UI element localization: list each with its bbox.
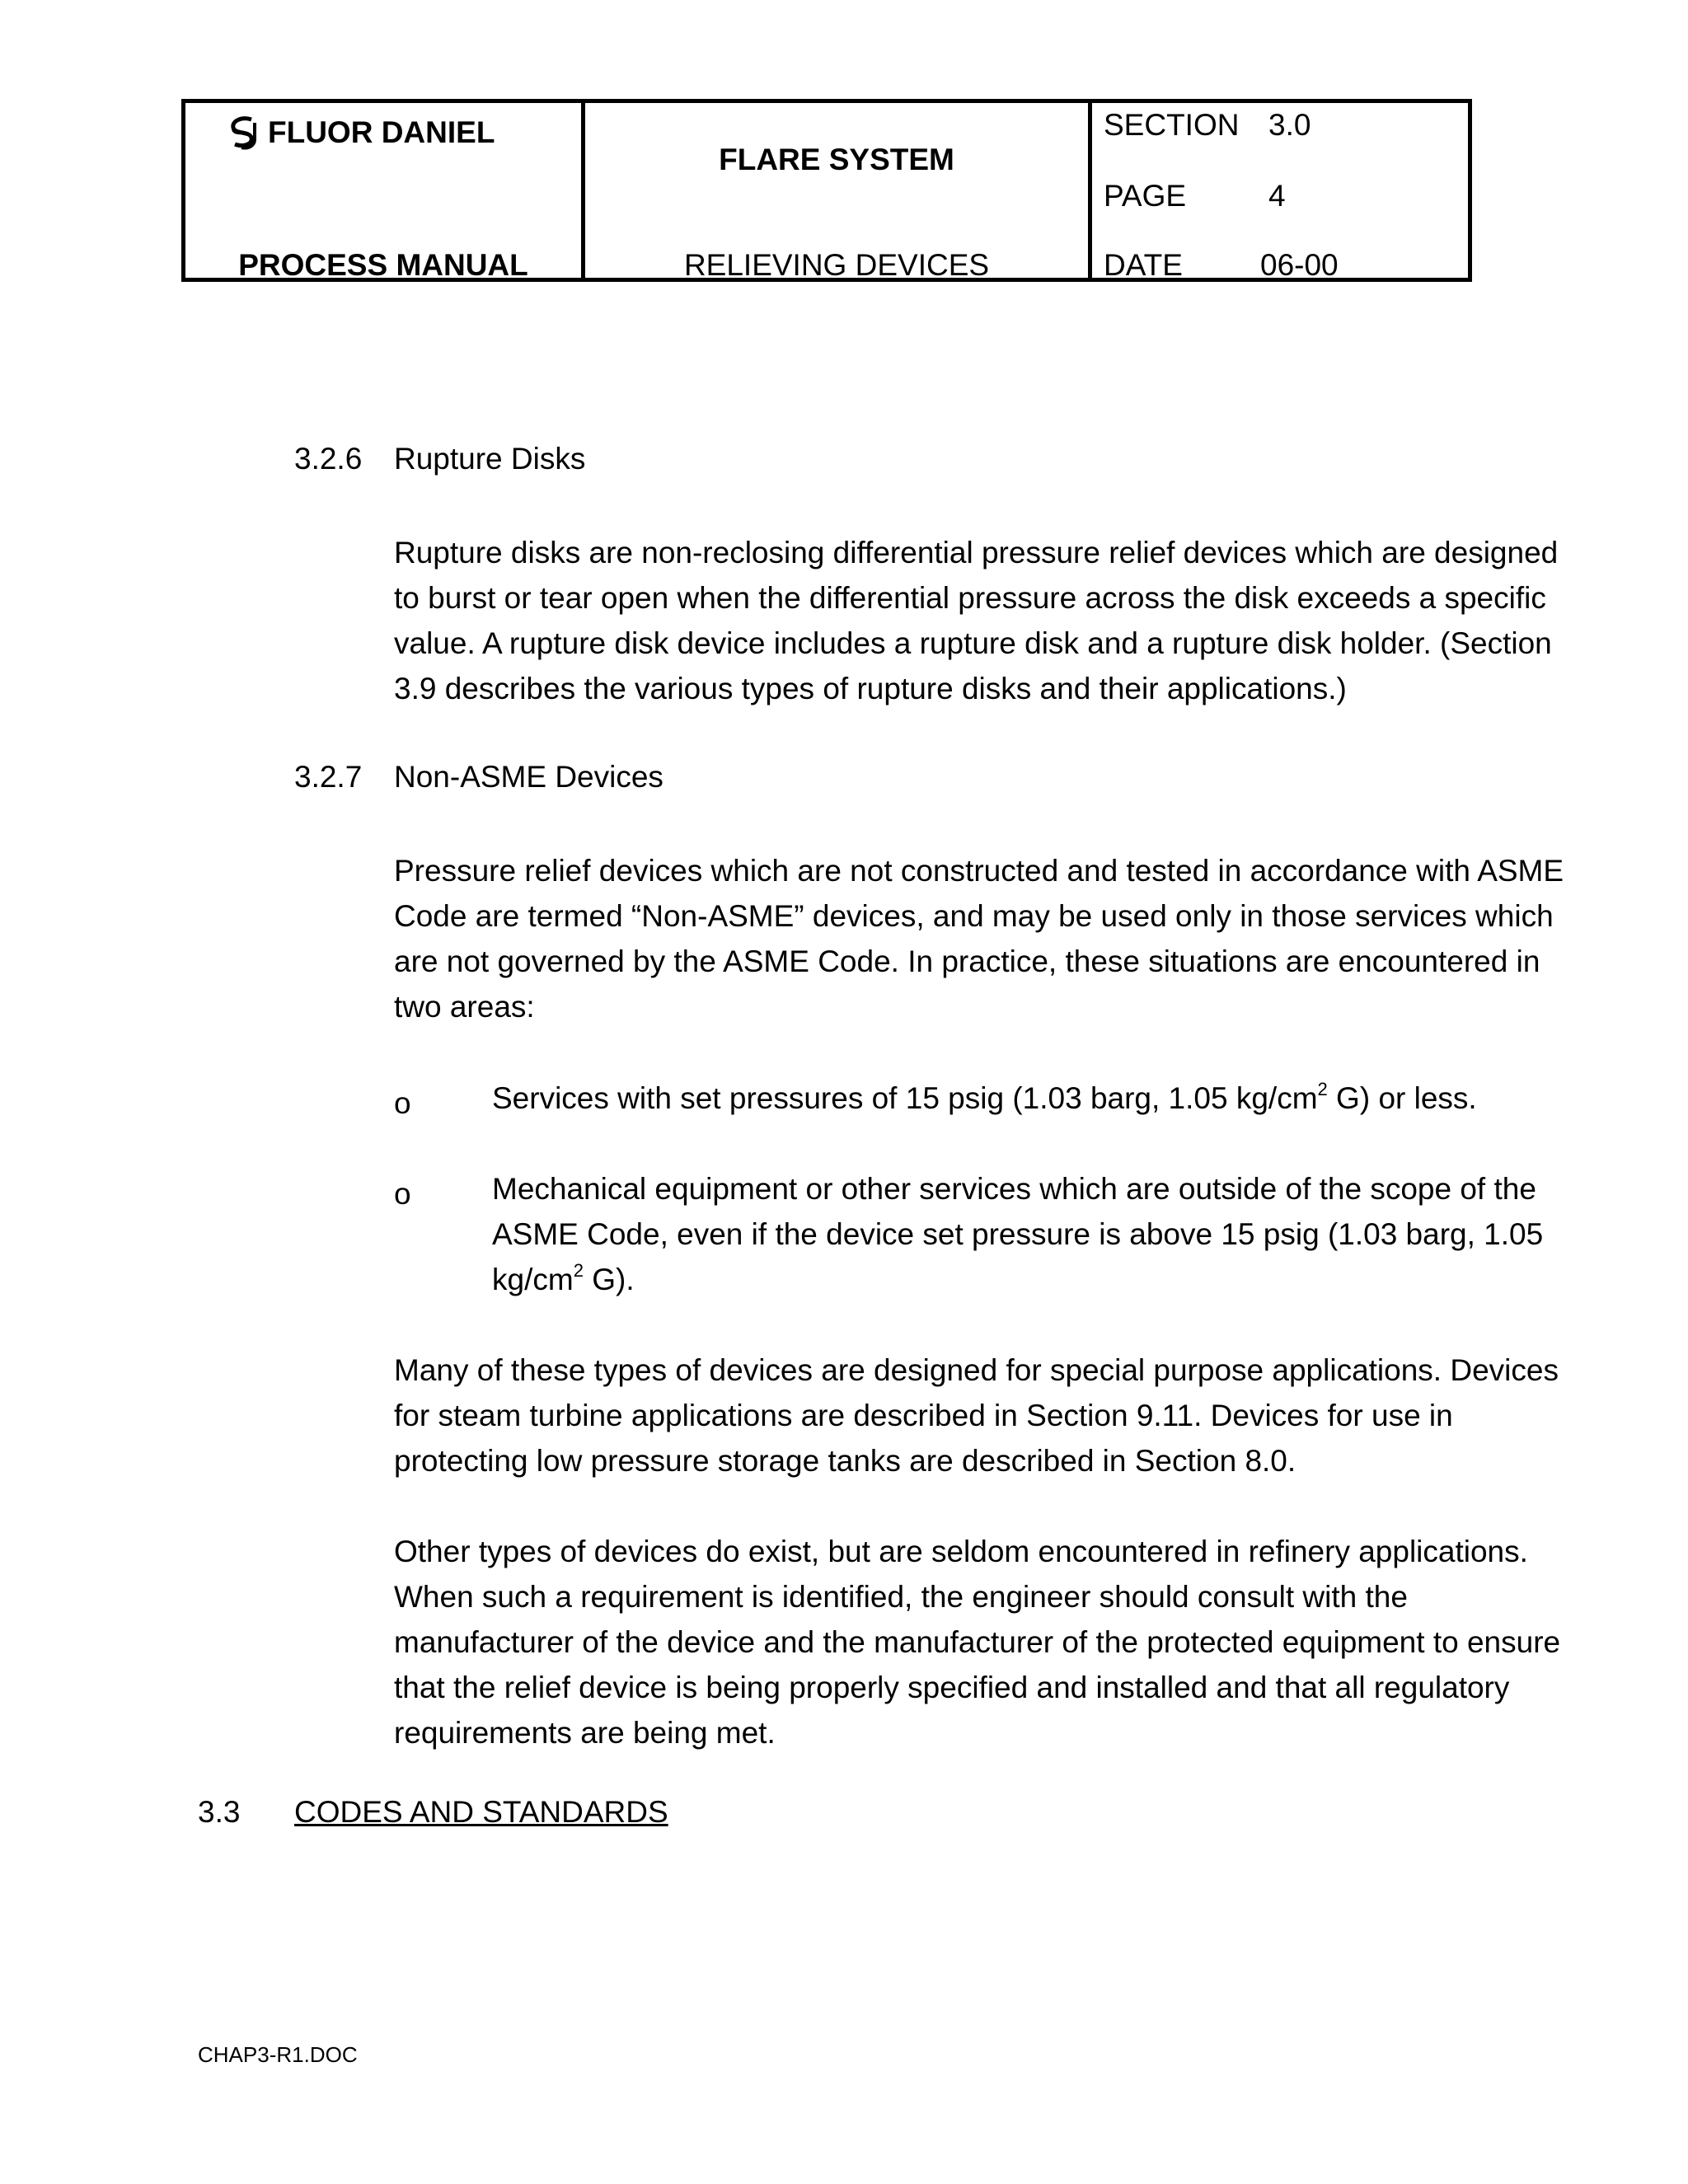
text-line: two areas: bbox=[394, 990, 535, 1024]
footer-filename: CHAP3-R1.DOC bbox=[198, 2042, 358, 2067]
company-name: FLUOR DANIEL bbox=[268, 115, 495, 149]
document-header bbox=[181, 99, 1472, 282]
text-line: protecting low pressure storage tanks are described in Section 8.0. bbox=[394, 1444, 1296, 1478]
date-row bbox=[1104, 248, 1339, 283]
paragraph-rupture-disks bbox=[394, 530, 1589, 711]
section-heading-rupture-disks: Rupture Disks bbox=[394, 442, 586, 476]
section-value: 3.0 bbox=[1268, 108, 1311, 142]
fluor-daniel-logo-icon bbox=[227, 115, 263, 151]
page-value: 4 bbox=[1268, 179, 1286, 213]
page-row bbox=[1104, 179, 1286, 213]
text-line: Mechanical equipment or other services which are outside of the scope of the bbox=[492, 1172, 1536, 1206]
section-label: SECTION bbox=[1104, 108, 1240, 142]
text-line: Code are termed “Non-ASME” devices, and may be used only in those services which bbox=[394, 899, 1554, 933]
date-value: 06-00 bbox=[1260, 248, 1339, 282]
section-heading-non-asme: Non-ASME Devices bbox=[394, 760, 663, 794]
section-number-3-2-7: 3.2.7 bbox=[294, 760, 363, 794]
manual-name: PROCESS MANUAL bbox=[238, 248, 528, 282]
text-line: requirements are being met. bbox=[394, 1716, 776, 1750]
header-mid-cell bbox=[585, 103, 1092, 282]
text-line: Pressure relief devices which are not constructed and tested in accordance with ASME bbox=[394, 854, 1564, 888]
bullet-item-low-pressure bbox=[492, 1076, 1588, 1121]
text-line: for steam turbine applications are described in Section 9.11. Devices for use in bbox=[394, 1399, 1453, 1432]
bullet-item-mechanical-equipment bbox=[492, 1166, 1588, 1302]
text-line: 3.9 describes the various types of rupture disks and their applications.) bbox=[394, 672, 1347, 705]
text-line bbox=[492, 1257, 1588, 1302]
text-line: are not governed by the ASME Code. In practice, these situations are encountered in bbox=[394, 944, 1540, 978]
document-subtitle: RELIEVING DEVICES bbox=[683, 248, 990, 282]
paragraph-non-asme-intro bbox=[394, 848, 1589, 1029]
bullet2-text: kg/cm bbox=[492, 1263, 574, 1296]
bullet1-text-end: G) or less. bbox=[1327, 1081, 1477, 1115]
section-number-3-2-6: 3.2.6 bbox=[294, 442, 363, 476]
text-line: to burst or tear open when the differential pressure across the disk exceeds a specific bbox=[394, 581, 1546, 615]
text-line bbox=[492, 1076, 1588, 1121]
bullet-marker: o bbox=[394, 1177, 411, 1211]
paragraph-other-devices bbox=[394, 1529, 1589, 1755]
text-line: Rupture disks are non-reclosing differential pressure relief devices which are designed bbox=[394, 536, 1559, 569]
bullet2-text-end: G). bbox=[583, 1263, 635, 1296]
company-logo bbox=[227, 115, 495, 151]
header-right-cell bbox=[1092, 103, 1468, 282]
date-label: DATE bbox=[1104, 248, 1183, 282]
bullet-marker: o bbox=[394, 1086, 411, 1120]
text-line: value. A rupture disk device includes a rupture disk and a rupture disk holder. (Section bbox=[394, 626, 1552, 660]
section-row bbox=[1104, 108, 1311, 143]
text-line: Other types of devices do exist, but are seldom encountered in refinery applications. bbox=[394, 1535, 1528, 1568]
document-title: FLARE SYSTEM bbox=[719, 143, 954, 176]
text-line: manufacturer of the device and the manufacturer of the protected equipment to ensure bbox=[394, 1625, 1561, 1659]
text-line: Many of these types of devices are designed for special purpose applications. Devices bbox=[394, 1353, 1559, 1387]
page-label: PAGE bbox=[1104, 179, 1187, 213]
header-left-cell bbox=[185, 103, 585, 282]
section-number-3-3: 3.3 bbox=[198, 1795, 241, 1829]
bullet1-text: Services with set pressures of 15 psig (1.03 barg, 1.05 kg/cm bbox=[492, 1081, 1318, 1115]
text-line: ASME Code, even if the device set pressure is above 15 psig (1.03 barg, 1.05 bbox=[492, 1217, 1544, 1251]
text-line: that the relief device is being properly specified and installed and that all regulatory bbox=[394, 1671, 1510, 1704]
section-heading-codes-standards: CODES AND STANDARDS bbox=[294, 1795, 668, 1829]
paragraph-special-purpose bbox=[394, 1347, 1589, 1483]
text-line: When such a requirement is identified, the engineer should consult with the bbox=[394, 1580, 1408, 1614]
superscript: 2 bbox=[1317, 1079, 1328, 1099]
superscript: 2 bbox=[573, 1260, 584, 1281]
